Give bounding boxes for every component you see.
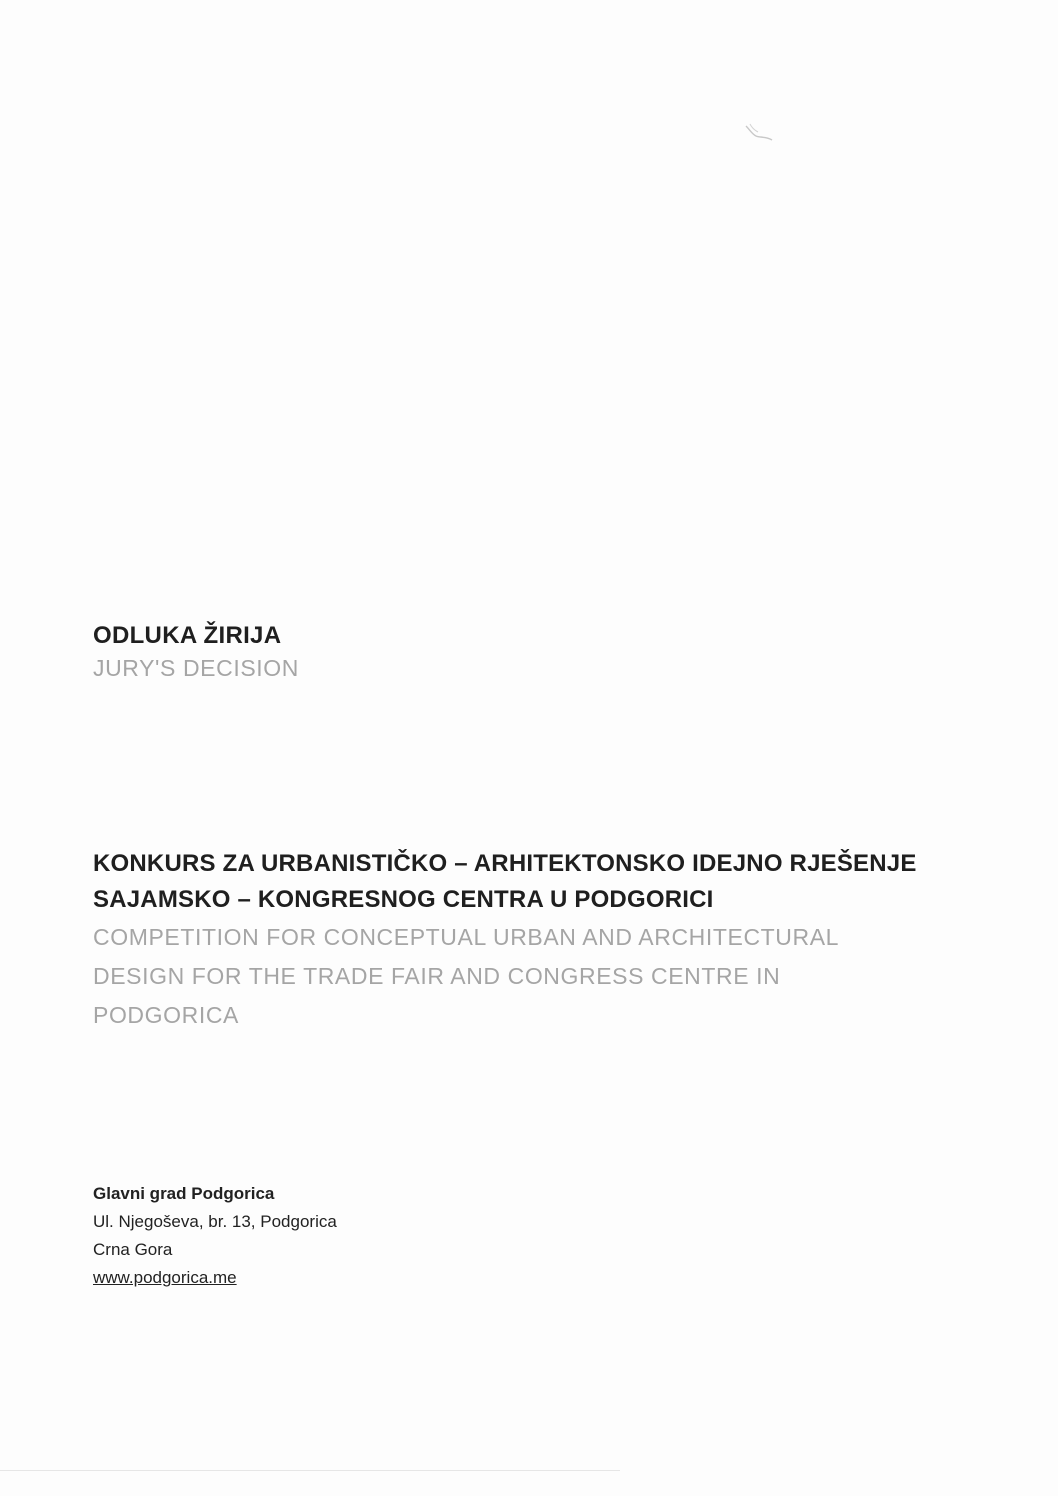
- country: Crna Gora: [93, 1240, 173, 1259]
- decision-heading: [93, 620, 299, 684]
- competition-title-local: KONKURS ZA URBANISTIČKO – ARHITEKTONSKO IDEJNO RJEŠENJE SAJAMSKO – KONGRESNOG CENTRA U PODGORICI: [93, 850, 917, 913]
- website-link[interactable]: www.podgorica.me: [93, 1268, 237, 1287]
- decision-title-english: JURY'S DECISION: [93, 655, 299, 681]
- competition-title-english: COMPETITION FOR CONCEPTUAL URBAN AND ARCHITECTURAL DESIGN FOR THE TRADE FAIR AND CONGRESS CENTRE IN PODGORICA: [93, 924, 839, 1028]
- competition-heading: [93, 846, 993, 1035]
- decision-title-local: ODLUKA ŽIRIJA: [93, 622, 282, 649]
- address-block: [93, 1180, 337, 1292]
- street-address: Ul. Njegoševa, br. 13, Podgorica: [93, 1212, 337, 1231]
- page-edge-line: [0, 1470, 620, 1471]
- pen-mark-icon: [742, 122, 776, 144]
- organization-name: Glavni grad Podgorica: [93, 1184, 275, 1203]
